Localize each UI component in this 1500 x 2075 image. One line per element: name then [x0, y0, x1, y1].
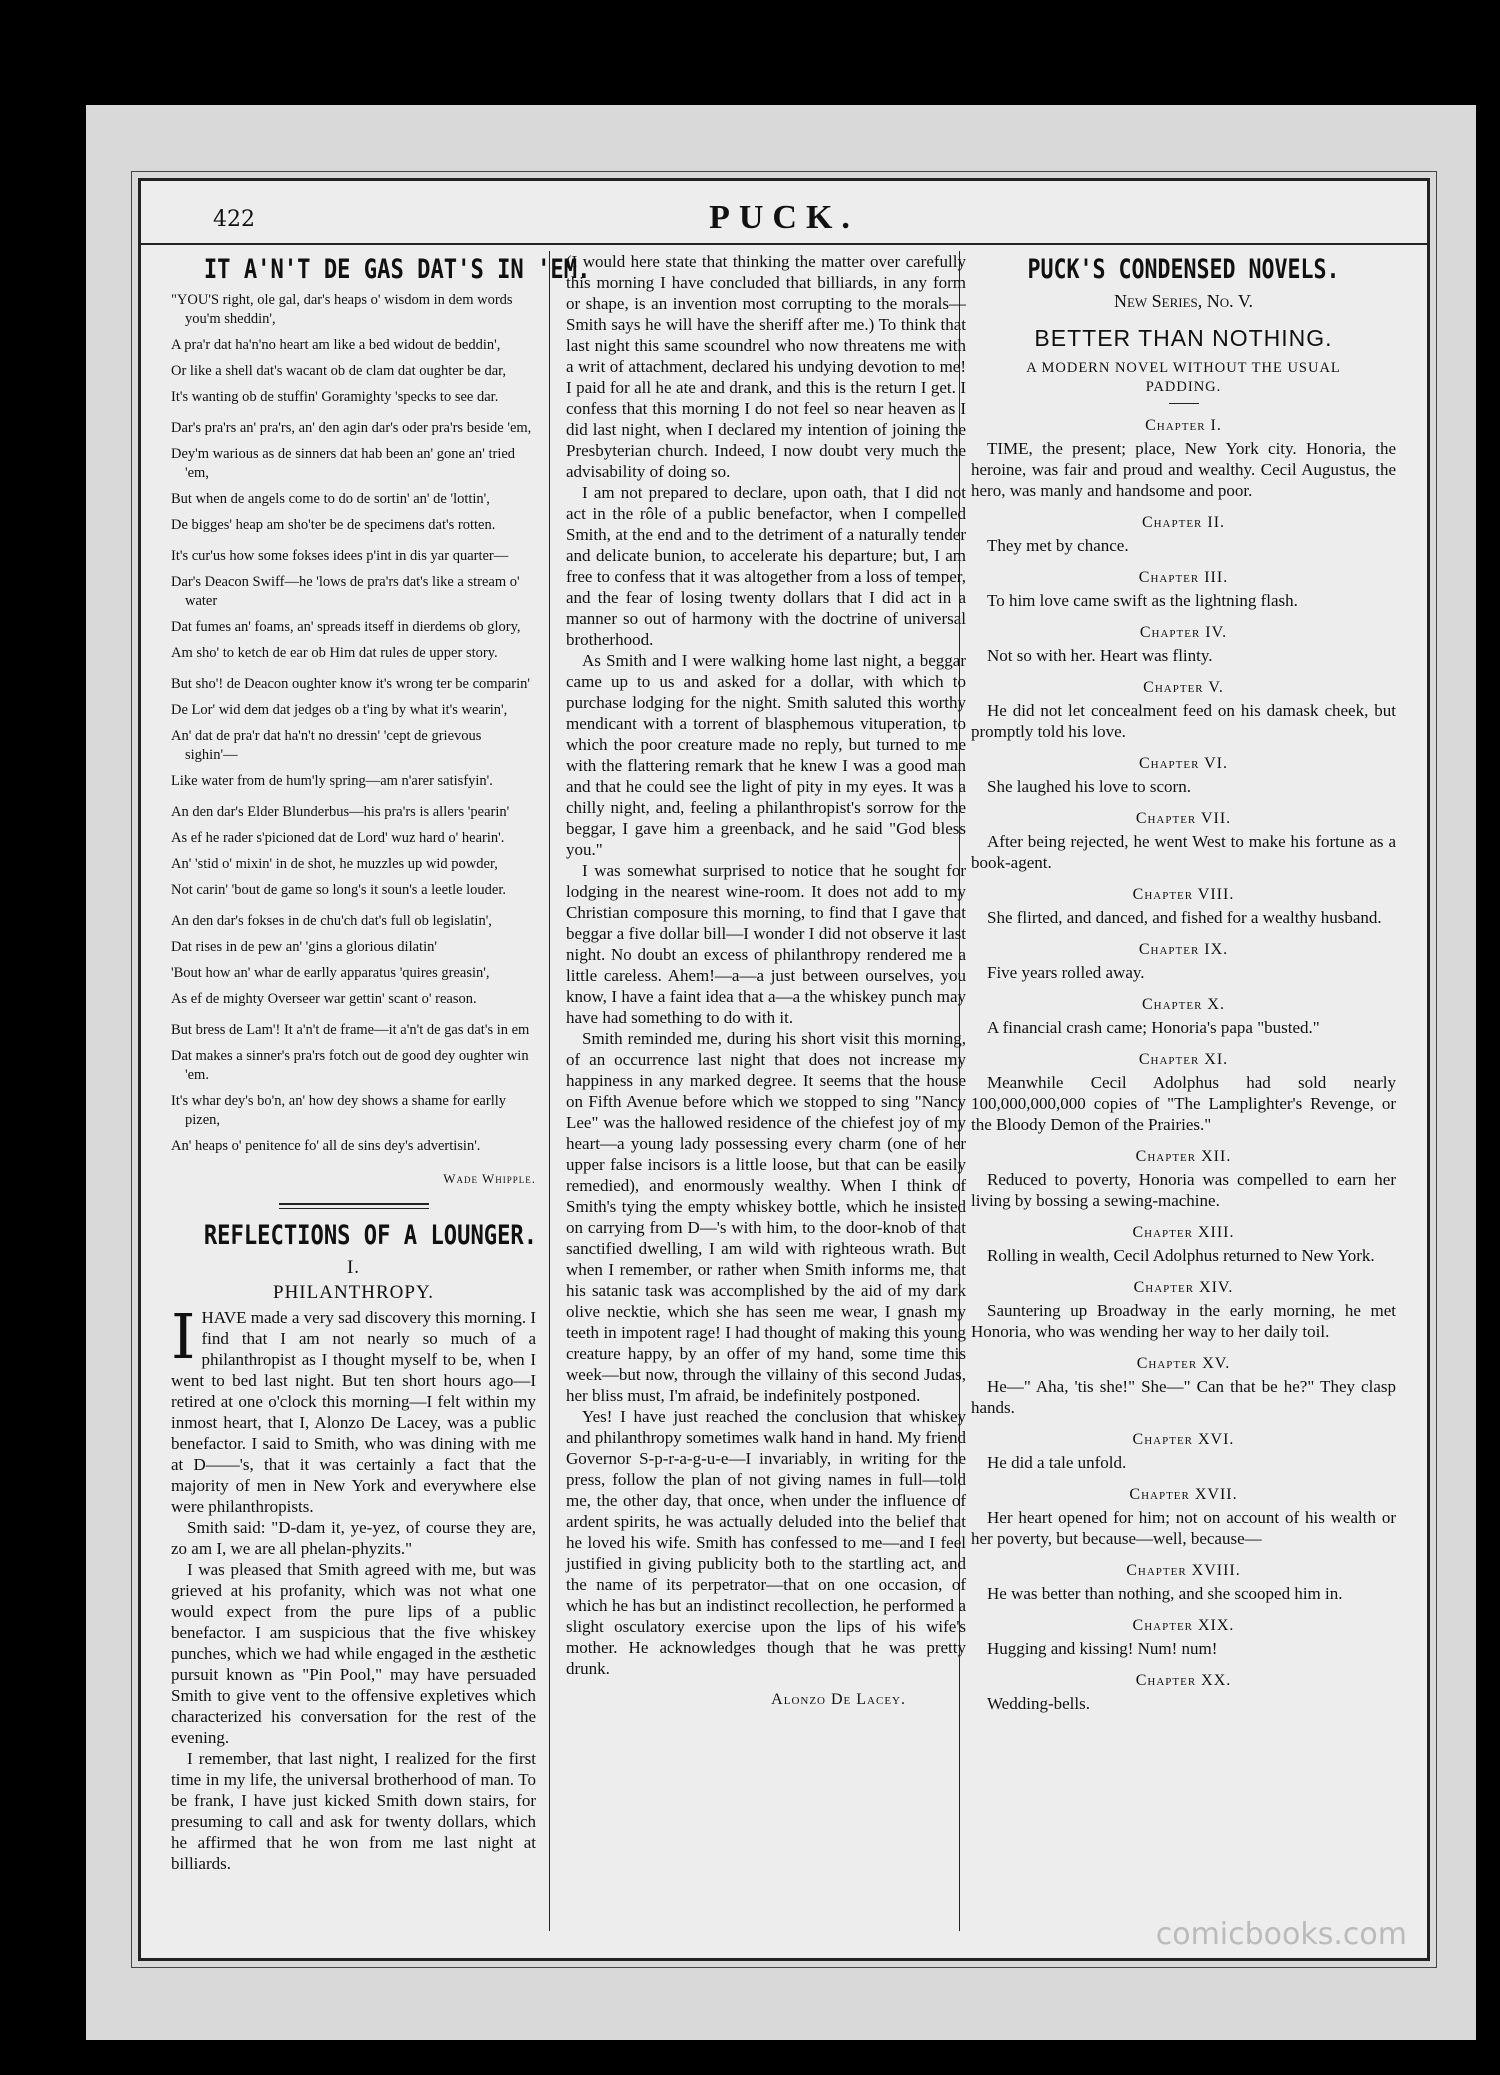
chapter-heading: Chapter XV.	[1136, 1355, 1231, 1372]
chapter-text: Her heart opened for him; not on account of his wealth or her poverty, but because—well, because—	[971, 1508, 1396, 1548]
poem-line: An' 'stid o' mixin' in de shot, he muzzles up wid powder,	[171, 856, 498, 872]
short-divider	[1169, 403, 1199, 404]
chapter-heading: Chapter IV.	[1139, 624, 1228, 641]
chapter-heading: Chapter IX.	[1138, 941, 1229, 958]
reflections-paragraph: (I would here state that thinking the matter over carefully this morning I have concluded that billiards, in any form or shape, is an invention most corrupting to the morals—Smith says he will have the sheriff after me.) To think that last night this same scoundrel who now threatens me with a writ of attachment, declared his undying devotion to me! I paid for all he ate and drank, and this is the return I get. I confess that this morning I do not feel so near heaven as I did last night, when I declared my intention of joining the Presbyterian church. Indeed, I now doubt very much the advisability of doing so.	[566, 252, 966, 481]
poem-line: Dar's Deacon Swiff—he 'lows de pra'rs dat's like a stream o' water	[171, 574, 520, 609]
poem-line: Dar's pra'rs an' pra'rs, an' den agin dar's oder pra'rs beside 'em,	[171, 420, 532, 436]
poem-line: De Lor' wid dem dat jedges ob a t'ing by what it's wearin',	[171, 702, 508, 718]
poem-line: It's wanting ob de stuffin' Goramighty 'specks to see dar.	[171, 389, 499, 405]
chapter-heading: Chapter XVIII.	[1126, 1562, 1241, 1579]
column-3	[971, 251, 1396, 1941]
poem-line: 'Bout how an' whar de earlly apparatus 'quires greasin',	[171, 965, 490, 981]
poem-title: IT A'N'T DE GAS DAT'S IN 'EM.	[203, 254, 591, 285]
chapter-heading: Chapter XIII.	[1132, 1224, 1235, 1241]
chapter-text: Meanwhile Cecil Adolphus had sold nearly 100,000,000,000 copies of "The Lamplighter's Revenge, or the Bloody Demon of the Prairies."	[971, 1073, 1396, 1134]
chapter-heading: Chapter XVI.	[1132, 1431, 1235, 1448]
chapter-text: TIME, the present; place, New York city. Honoria, the heroine, was fair and proud and wealthy. Cecil Augustus, the hero, was manly and handsome and poor.	[971, 439, 1396, 500]
novel-description: A MODERN NOVEL WITHOUT THE USUAL PADDING.	[1026, 360, 1341, 395]
chapter-text: Sauntering up Broadway in the early morning, he met Honoria, who was wending her way to her daily toil.	[971, 1301, 1396, 1341]
reflections-subtitle: PHILANTHROPY.	[273, 1282, 434, 1303]
reflections-paragraph: I was somewhat surprised to notice that he sought for lodging in the nearest wine-room. It does not add to my Christian composure this morning, to find that I gave that beggar a five dollar bill—I wonder I did not observe it last night. No doubt an excess of philanthropy rendered me a little careless. Ahem!—a—a just between ourselves, you know, I have a faint idea that a—a the whiskey punch may have had something to do with it.	[566, 861, 966, 1027]
poem-line: Dat makes a sinner's pra'rs fotch out de good dey oughter win 'em.	[171, 1048, 529, 1083]
chapter-text: She flirted, and danced, and fished for a wealthy husband.	[987, 908, 1382, 927]
novels-title: PUCK'S CONDENSED NOVELS.	[1027, 254, 1340, 285]
reflections-paragraph: Smith reminded me, during his short visit this morning, of an occurrence last night that does not increase my happiness in any marked degree. It seems that the house on Fifth Avenue before which we stopped to sing "Nancy Lee" was the hallowed residence of the chiefest joy of my heart—a young lady possessing every charm (one of her upper false incisors is a little loose, but that can be easily remedied), and enormously wealthy. When I think of Smith's tying the empty whiskey bottle, which he insisted on carrying from D—'s with him, to the door-knob of that sanctified dwelling, I am wild with righteous wrath. But when I remember, or rather when Smith informs me, that his satanic task was accomplished by the aid of my dark olive necktie, which she has seen me wear, I gnash my teeth in impotent rage! I had thought of making this young creature happy, by an offer of my hand, some time this week—but now, through the villainy of this second Judas, her bliss must, I'm afraid, be indefinitely postponed.	[566, 1029, 966, 1405]
chapter-text: Wedding-bells.	[987, 1694, 1090, 1713]
column-1	[171, 251, 591, 1941]
chapter-heading: Chapter VI.	[1138, 755, 1229, 772]
chapter-text: Not so with her. Heart was flinty.	[987, 646, 1213, 665]
chapter-heading: Chapter XI.	[1138, 1051, 1229, 1068]
chapter-heading: Chapter VIII.	[1132, 886, 1235, 903]
poem-line: Dat rises in de pew an' 'gins a glorious dilatin'	[171, 939, 437, 955]
poem-line: Not carin' 'bout de game so long's it soun's a leetle louder.	[171, 882, 507, 898]
chapter-text: He was better than nothing, and she scooped him in.	[987, 1584, 1343, 1603]
poem-line: An den dar's fokses in de chu'ch dat's full ob legislatin',	[171, 913, 492, 929]
chapter-text: He did not let concealment feed on his damask cheek, but promptly told his love.	[971, 701, 1396, 741]
poem-line: Or like a shell dat's wacant ob de clam dat oughter be dar,	[171, 363, 507, 379]
poem-line: An' dat de pra'r dat ha'n't no dressin' 'cept de grievous sighin'—	[171, 728, 482, 763]
poem-line: Am sho' to ketch de ear ob Him dat rules de upper story.	[171, 645, 498, 661]
reflections-title: REFLECTIONS OF A LOUNGER.	[203, 1220, 538, 1251]
chapter-text: A financial crash came; Honoria's papa "busted."	[987, 1018, 1320, 1037]
poem-line: A pra'r dat ha'n'no heart am like a bed widout de beddin',	[171, 337, 501, 353]
poem-line: But when de angels come to do de sortin' an' de 'lottin',	[171, 491, 490, 507]
reflections-signature: Alonzo De Lacey.	[771, 1691, 906, 1708]
chapter-heading: Chapter XII.	[1135, 1148, 1232, 1165]
novel-title: BETTER THAN NOTHING.	[1034, 325, 1333, 351]
chapter-heading: Chapter II.	[1141, 514, 1226, 531]
page-header	[141, 181, 1427, 245]
poem-line: An' heaps o' penitence fo' all de sins dey's advertisin'.	[171, 1138, 481, 1154]
poem-line: Like water from de hum'ly spring—am n'arer satisfyin'.	[171, 773, 493, 789]
watermark: comicbooks.com	[1155, 1917, 1407, 1952]
chapter-heading: Chapter XIX.	[1132, 1617, 1235, 1634]
chapter-text: She laughed his love to scorn.	[987, 777, 1191, 796]
page-number: 422	[213, 207, 255, 232]
masthead: PUCK.	[709, 199, 859, 236]
chapter-heading: Chapter XVII.	[1129, 1486, 1238, 1503]
poem-line: Dat fumes an' foams, an' spreads itseff in dierdems ob glory,	[171, 619, 521, 635]
chapter-text: Five years rolled away.	[987, 963, 1145, 982]
chapter-heading: Chapter X.	[1141, 996, 1225, 1013]
poem-line: As ef de mighty Overseer war gettin' scant o' reason.	[171, 991, 477, 1007]
column-2	[566, 251, 966, 1941]
chapter-heading: Chapter III.	[1138, 569, 1229, 586]
reflections-body-part1	[171, 1300, 536, 1874]
reflections-paragraph: As Smith and I were walking home last night, a beggar came up to us and asked for a dollar, with which to purchase lodging for the night. Smith saluted this worthy mendicant with a torrent of blasphemous vituperation, to which the poor creature made no reply, but turned to me with the flattering remark that he knew I was a good man and that he could see the light of pity in my eyes. It was a chilly night, and, feeling a philanthropist's sorrow for the beggar, I gave him a greenback, and he said "God bless you."	[566, 651, 966, 859]
chapter-text: Reduced to poverty, Honoria was compelled to earn her living by bossing a sewing-machine.	[971, 1170, 1396, 1210]
page-frame	[138, 178, 1430, 1961]
poem-line: But sho'! de Deacon oughter know it's wrong ter be comparin'	[171, 676, 530, 692]
chapter-list	[971, 415, 1396, 1714]
reflections-body-part2	[566, 251, 966, 1679]
poem-line: An den dar's Elder Blunderbus—his pra'rs is allers 'pearin'	[171, 804, 510, 820]
chapter-text: He—" Aha, 'tis she!" She—" Can that be he?" They clasp hands.	[971, 1377, 1396, 1417]
reflections-paragraph: Smith said: "D-dam it, ye-yez, of course they are, zo am I, we are all phelan-phyzits."	[171, 1518, 536, 1558]
chapter-heading: Chapter VII.	[1135, 810, 1232, 827]
poem-line: It's cur'us how some fokses idees p'int in dis yar quarter—	[171, 548, 509, 564]
chapter-heading: Chapter V.	[1143, 679, 1224, 696]
poem-body	[171, 291, 536, 1156]
poem-line: Dey'm warious as de sinners dat hab been an' gone an' tried 'em,	[171, 446, 516, 481]
drop-cap: I	[171, 1300, 196, 1373]
poem-line: It's whar dey's bo'n, an' how dey shows a shame for earlly pizen,	[171, 1093, 507, 1128]
chapter-text: After being rejected, he went West to make his fortune as a book-agent.	[971, 832, 1396, 872]
chapter-text: Rolling in wealth, Cecil Adolphus returned to New York.	[987, 1246, 1375, 1265]
poem-line: As ef he rader s'picioned dat de Lord' wuz hard o' hearin'.	[171, 830, 505, 846]
novels-series: New Series, No. V.	[1113, 291, 1254, 311]
column-rule	[549, 251, 550, 1931]
reflections-paragraph: I remember, that last night, I realized for the first time in my life, the universal brotherhood of man. To be frank, I have just kicked Smith down stairs, for presuming to call and ask for twenty dollars, which he affirmed that he won from me last night at billiards.	[171, 1749, 536, 1873]
chapter-text: He did a tale unfold.	[987, 1453, 1127, 1472]
poem-line: But bress de Lam'! It a'n't de frame—it a'n't de gas dat's in em	[171, 1022, 530, 1038]
chapter-text: To him love came swift as the lightning flash.	[987, 591, 1298, 610]
chapter-heading: Chapter XX.	[1135, 1672, 1232, 1689]
reflections-paragraph: I was pleased that Smith agreed with me, but was grieved at his profanity, which was not what one would expect from the pure lips of a public benefactor. I am suspicious that the five whiskey punches, which we had while engaged in the æsthetic pursuit known as "Pin Pool," may have persuaded Smith to give vent to the offensive expletives which characterized his conversation for the rest of the evening.	[171, 1560, 536, 1747]
poem-line: De bigges' heap am sho'ter be de specimens dat's rotten.	[171, 517, 496, 533]
poem-line: "YOU'S right, ole gal, dar's heaps o' wisdom in dem words you'm sheddin',	[171, 292, 513, 327]
reflections-paragraph	[171, 1300, 536, 1517]
poem-signature: Wade Whipple.	[443, 1171, 536, 1186]
chapter-text: Hugging and kissing! Num! num!	[987, 1639, 1218, 1658]
chapter-text: They met by chance.	[987, 536, 1129, 555]
chapter-heading: Chapter I.	[1145, 417, 1222, 434]
reflections-numeral: I.	[346, 1257, 361, 1278]
reflections-paragraph: Yes! I have just reached the conclusion that whiskey and philanthropy sometimes walk hand in hand. My friend Governor S-p-r-a-g-u-e—I invariably, in writing for the press, follow the plan of not giving names in full—told me, the other day, that once, when under the influence of ardent spirits, he was actually deluded into the belief that he loved his wife. Smith has confessed to me—and I feel justified in giving publicity both to the startling act, and the name of its perpetrator—that on one occasion, of which he has but an indistinct recollection, he performed a slight osculatory exercise upon the lips of his wife's mother. He acknowledges though that he was pretty drunk.	[566, 1407, 966, 1678]
paragraph-text: HAVE made a very sad discovery this morning. I find that I am not nearly so much of a philanthropist as I thought myself to be, when I went to bed last night. But ten short hours ago—I retired at one o'clock this morning—I felt within my inmost heart, that I, Alonzo De Lacey, was a public benefactor. I said to Smith, who was dining with me at D——'s, that it was certainly a fact that the majority of men in New York and everywhere else were philanthropists.	[171, 1308, 536, 1516]
chapter-heading: Chapter XIV.	[1133, 1279, 1234, 1296]
reflections-paragraph: I am not prepared to declare, upon oath, that I did not act in the rôle of a public benefactor, when I compelled Smith, at the end and to the detriment of a naturally tender and delicate bunion, to accelerate his departure; but, I am free to confess that it was altogether from a loss of temper, and the fear of losing twenty dollars that I did act in a manner so out of harmony with the doctrine of universal brotherhood.	[566, 483, 966, 649]
section-divider	[279, 1203, 429, 1209]
